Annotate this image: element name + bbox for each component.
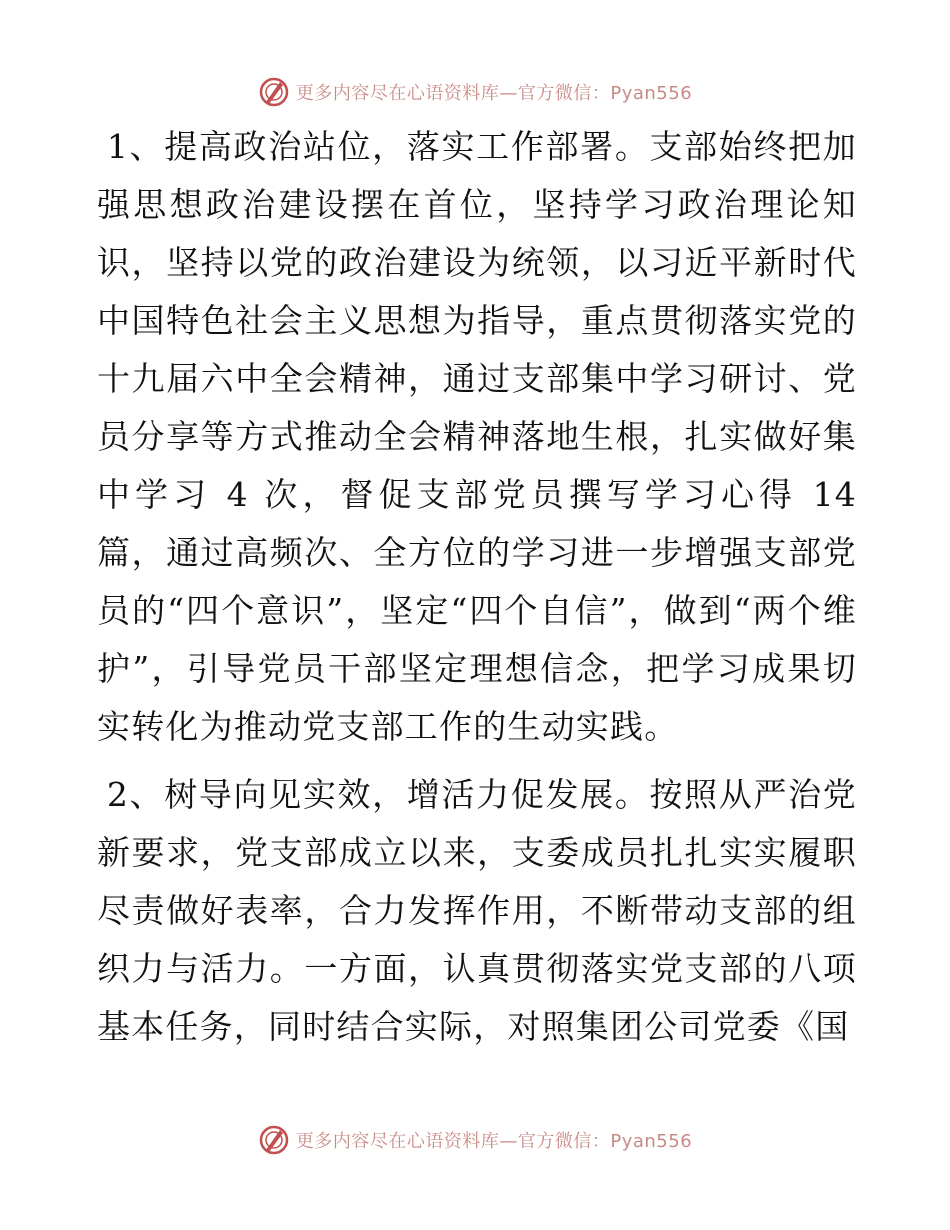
document-body xyxy=(97,118,857,1056)
pen-in-circle-icon xyxy=(258,1124,290,1156)
watermark-text: 更多内容尽在心语资料库—官方微信：Pyan556 xyxy=(295,83,693,104)
watermark-footer xyxy=(0,1120,950,1160)
watermark-text: 更多内容尽在心语资料库—官方微信：Pyan556 xyxy=(295,1131,693,1152)
watermark-header xyxy=(0,72,950,112)
pen-in-circle-icon xyxy=(258,76,290,108)
paragraph-1: 1、提高政治站位，落实工作部署。支部始终把加强思想政治建设摆在首位，坚持学习政治理论知识，坚持以党的政治建设为统领，以习近平新时代中国特色社会主义思想为指导，重点贯彻落实党的十九届六中全会精神，通过支部集中学习研讨、党员分享等方式推动全会精神落地生根，扎实做好集中学习 4 次，督促支部党员撰写学习心得 14 篇，通过高频次、全方位的学习进一步增强支部党员的“四个意识”，坚定“四个自信”，做到“两个维护”，引导党员干部坚定理想信念，把学习成果切实转化为推动党支部工作的生动实践。 xyxy=(97,127,857,746)
paragraph-2: 2、树导向见实效，增活力促发展。按照从严治党新要求，党支部成立以来，支委成员扎扎实实履职尽责做好表率，合力发挥作用，不断带动支部的组织力与活力。一方面，认真贯彻落实党支部的八项基本任务，同时结合实际，对照集团公司党委《国 xyxy=(97,775,857,1046)
